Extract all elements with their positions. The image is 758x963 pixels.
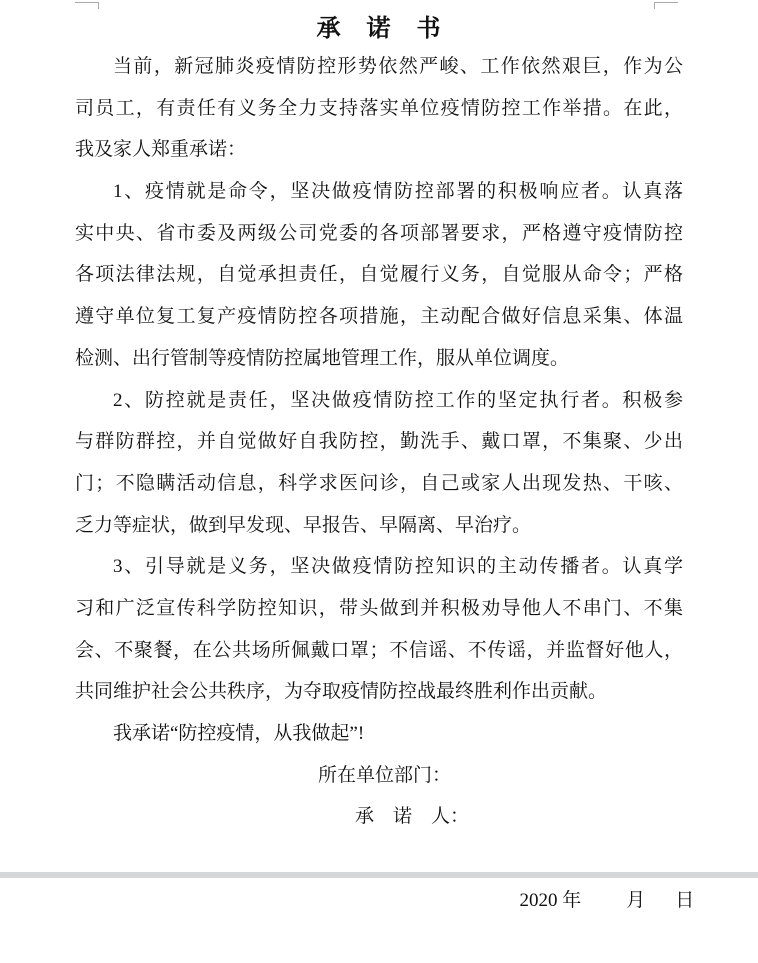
date-month-label: 月 — [626, 889, 646, 911]
document-line: 门；不隐瞒活动信息，科学求医问诊，自己或家人出现发热、干咳、 — [75, 472, 683, 494]
document-title: 承 诺 书 — [316, 16, 442, 42]
document-line: 遵守单位复工复产疫情防控各项措施，主动配合做好信息采集、体温 — [75, 306, 683, 328]
document-line: 当前，新冠肺炎疫情防控形势依然严峻、工作依然艰巨，作为公 — [113, 56, 683, 77]
document-line: 3、引导就是义务，坚决做疫情防控知识的主动传播者。认真学 — [113, 556, 683, 578]
text-boundary-crop-mark-right — [654, 2, 678, 9]
document-line: 共同维护社会公共秩序，为夺取疫情防控战最终胜利作出贡献。 — [75, 681, 608, 703]
document-line: 我及家人郑重承诺： — [75, 139, 247, 161]
window-bottom-edge-bar — [0, 872, 758, 878]
document-line: 司员工，有责任有义务全力支持落实单位疫情防控工作举措。在此， — [75, 97, 683, 119]
paragraph — [75, 46, 683, 171]
document-line: 与群防群控，并自觉做好自我防控，勤洗手、戴口罩，不集聚、少出 — [75, 431, 683, 453]
date-day-label: 日 — [675, 889, 695, 911]
text-boundary-crop-mark-left — [75, 2, 99, 9]
document-line: 实中央、省市委及两级公司党委的各项部署要求，严格遵守疫情防控 — [75, 222, 683, 244]
document-line: 习和广泛宣传科学防控知识，带头做到并积极劝导他人不串门、不集 — [75, 597, 683, 619]
document-line: 2、防控就是责任，坚决做疫情防控工作的坚定执行者。积极参 — [113, 389, 683, 411]
promiser-field-label: 承 诺 人： — [355, 806, 470, 828]
document-line: 乏力等症状，做到早发现、早报告、早隔离、早治疗。 — [75, 514, 532, 536]
pledge-line: 我承诺“防控疫情，从我做起”! — [113, 723, 365, 744]
document-line: 会、不聚餐，在公共场所佩戴口罩；不信谣、不传谣，并监督好他人， — [75, 639, 683, 661]
signature-block — [75, 755, 695, 911]
document-line: 各项法律法规，自觉承担责任，自觉履行义务，自觉服从命令；严格 — [75, 264, 683, 286]
document-line: 检测、出行管制等疫情防控属地管理工作，服从单位调度。 — [75, 347, 570, 369]
date-year: 2020 年 — [519, 889, 582, 911]
paragraph — [75, 546, 683, 713]
document-content — [75, 12, 695, 911]
department-field-label: 所在单位部门： — [318, 764, 452, 786]
paragraph — [75, 380, 683, 547]
document-line: 1、疫情就是命令，坚决做疫情防控部署的积极响应者。认真落 — [113, 181, 683, 203]
paragraph — [75, 171, 683, 379]
document-body — [75, 46, 695, 911]
paragraph — [75, 713, 683, 755]
